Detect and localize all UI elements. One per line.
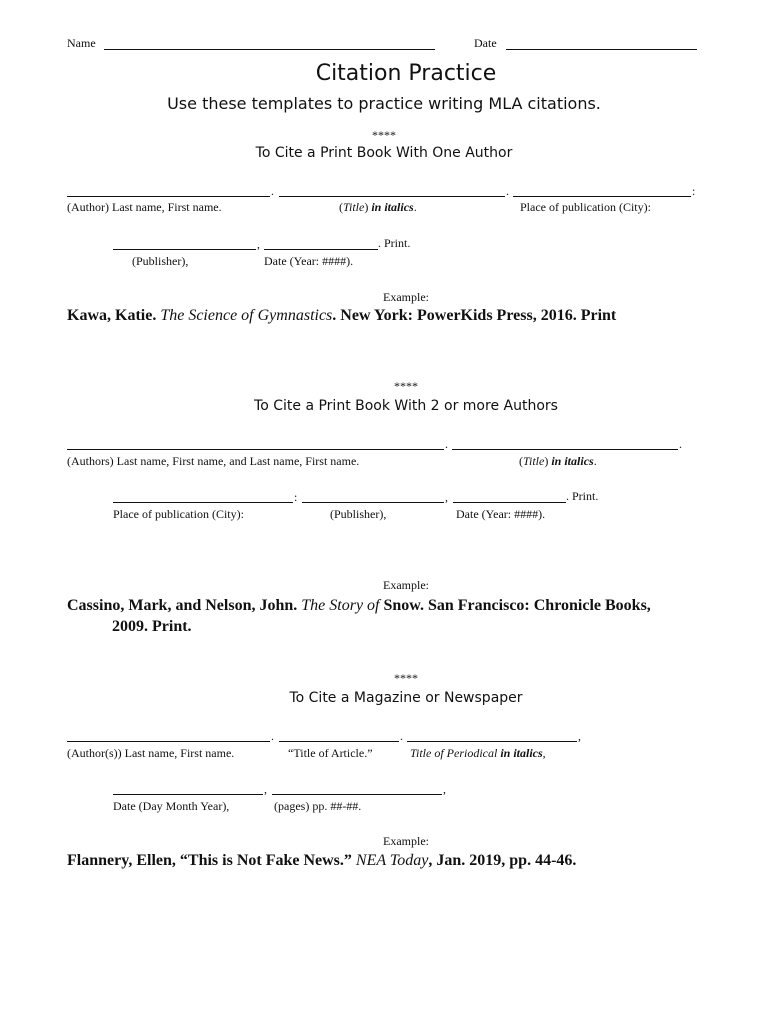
example-citation: Kawa, Katie. The Science of Gymnastics. New York: PowerKids Press, 2016. Print: [67, 307, 617, 324]
city-label: Place of publication (City):: [113, 507, 244, 521]
periodical-label: Title of Periodical in italics,: [410, 746, 546, 760]
separator: ,: [257, 237, 260, 251]
year-label: Date (Year: ####).: [264, 254, 354, 268]
section-divider: ****: [394, 379, 418, 393]
print-label: . Print.: [566, 489, 599, 503]
example-citation: Flannery, Ellen, “This is Not Fake News.” NEA Today, Jan. 2019, pp. 44-46.: [67, 852, 577, 869]
title-field[interactable]: [279, 196, 505, 197]
city-field[interactable]: [113, 502, 293, 503]
article-title-field[interactable]: [279, 741, 399, 742]
separator: ,: [578, 729, 581, 743]
title-label: (Title) in italics.: [519, 454, 597, 468]
print-label: . Print.: [378, 236, 411, 250]
separator: ,: [443, 782, 446, 796]
city-label: Place of publication (City):: [520, 200, 651, 214]
separator: .: [679, 437, 682, 451]
authors-label: (Authors) Last name, First name, and Last name, First name.: [67, 454, 360, 468]
page-title: Citation Practice: [315, 61, 497, 86]
separator: :: [294, 490, 298, 504]
date-field[interactable]: [506, 49, 697, 50]
date-field[interactable]: [113, 794, 263, 795]
separator: .: [506, 184, 509, 198]
section3-heading: To Cite a Magazine or Newspaper: [289, 690, 523, 706]
date-label: Date (Day Month Year),: [113, 799, 230, 813]
example-label: Example:: [383, 290, 429, 304]
year-label: Date (Year: ####).: [456, 507, 546, 521]
title-field[interactable]: [452, 449, 678, 450]
section-divider: ****: [394, 671, 418, 685]
pages-field[interactable]: [272, 794, 442, 795]
pages-label: (pages) pp. ##-##.: [274, 799, 362, 813]
publisher-label: (Publisher),: [330, 507, 387, 521]
example-citation: Cassino, Mark, and Nelson, John. The Story of Snow. San Francisco: Chronicle Books,: [67, 597, 651, 614]
city-field[interactable]: [513, 196, 691, 197]
year-field[interactable]: [453, 502, 566, 503]
example-label: Example:: [383, 834, 429, 848]
publisher-label: (Publisher),: [132, 254, 189, 268]
separator: ,: [445, 490, 448, 504]
year-field[interactable]: [264, 249, 378, 250]
separator: ,: [264, 782, 267, 796]
separator: :: [692, 184, 696, 198]
name-label: Name: [67, 36, 96, 50]
publisher-field[interactable]: [113, 249, 256, 250]
author-field[interactable]: [67, 741, 270, 742]
author-label: (Author(s)) Last name, First name.: [67, 746, 235, 760]
separator: .: [271, 184, 274, 198]
article-title-label: “Title of Article.”: [288, 746, 373, 760]
title-label: (Title) in italics.: [339, 200, 417, 214]
section-divider: ****: [372, 128, 396, 142]
example-label: Example:: [383, 578, 429, 592]
name-field[interactable]: [104, 49, 435, 50]
periodical-field[interactable]: [407, 741, 577, 742]
separator: .: [271, 729, 274, 743]
separator: .: [400, 729, 403, 743]
publisher-field[interactable]: [302, 502, 444, 503]
example-citation-continued: 2009. Print.: [112, 618, 192, 635]
authors-field[interactable]: [67, 449, 444, 450]
author-label: (Author) Last name, First name.: [67, 200, 222, 214]
author-field[interactable]: [67, 196, 270, 197]
section1-heading: To Cite a Print Book With One Author: [255, 145, 513, 161]
section2-heading: To Cite a Print Book With 2 or more Authors: [254, 398, 558, 414]
separator: .: [445, 437, 448, 451]
date-label: Date: [474, 36, 497, 50]
page-subtitle: Use these templates to practice writing MLA citations.: [167, 94, 601, 113]
